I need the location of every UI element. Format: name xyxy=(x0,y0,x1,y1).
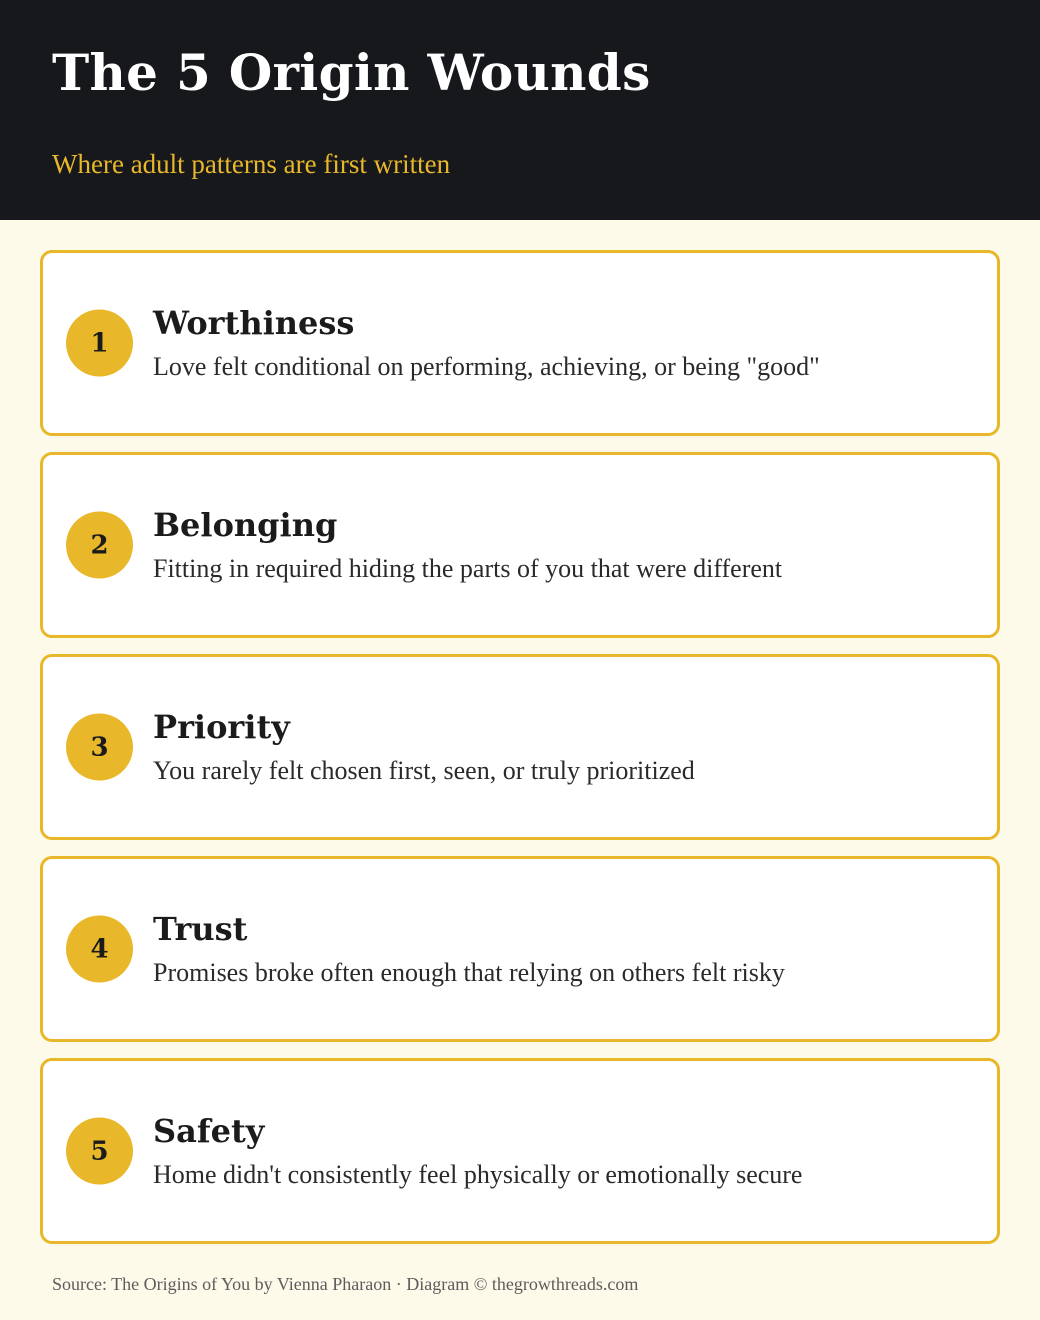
page-title: The 5 Origin Wounds xyxy=(52,43,651,102)
wound-title: Belonging xyxy=(153,506,338,544)
wound-text xyxy=(153,707,823,787)
wound-text xyxy=(153,505,823,585)
wound-title: Safety xyxy=(153,1112,265,1150)
wound-text xyxy=(153,909,823,989)
wound-title: Trust xyxy=(153,910,248,948)
wound-list xyxy=(40,250,1000,1260)
wound-description: Promises broke often enough that relying on others felt risky xyxy=(153,958,785,987)
number-badge: 4 xyxy=(66,916,133,983)
wound-card-worthiness xyxy=(40,250,1000,436)
wound-card-priority xyxy=(40,654,1000,840)
wound-description: Home didn't consistently feel physically or emotionally secure xyxy=(153,1160,803,1189)
wound-card-belonging xyxy=(40,452,1000,638)
number-badge: 5 xyxy=(66,1118,133,1185)
number-badge: 2 xyxy=(66,512,133,579)
wound-text xyxy=(153,303,823,383)
wound-text xyxy=(153,1111,823,1191)
number-badge: 1 xyxy=(66,310,133,377)
wound-title: Priority xyxy=(153,708,290,746)
page-subtitle: Where adult patterns are first written xyxy=(52,149,451,179)
header-banner xyxy=(0,0,1040,220)
wound-description: Love felt conditional on performing, achieving, or being "good" xyxy=(153,352,820,381)
wound-card-safety xyxy=(40,1058,1000,1244)
wound-description: You rarely felt chosen first, seen, or truly prioritized xyxy=(153,756,695,785)
wound-title: Worthiness xyxy=(153,304,355,342)
number-badge: 3 xyxy=(66,714,133,781)
wound-card-trust xyxy=(40,856,1000,1042)
source-credit: Source: The Origins of You by Vienna Pharaon · Diagram © thegrowthreads.com xyxy=(52,1274,639,1294)
wound-description: Fitting in required hiding the parts of you that were different xyxy=(153,554,783,583)
